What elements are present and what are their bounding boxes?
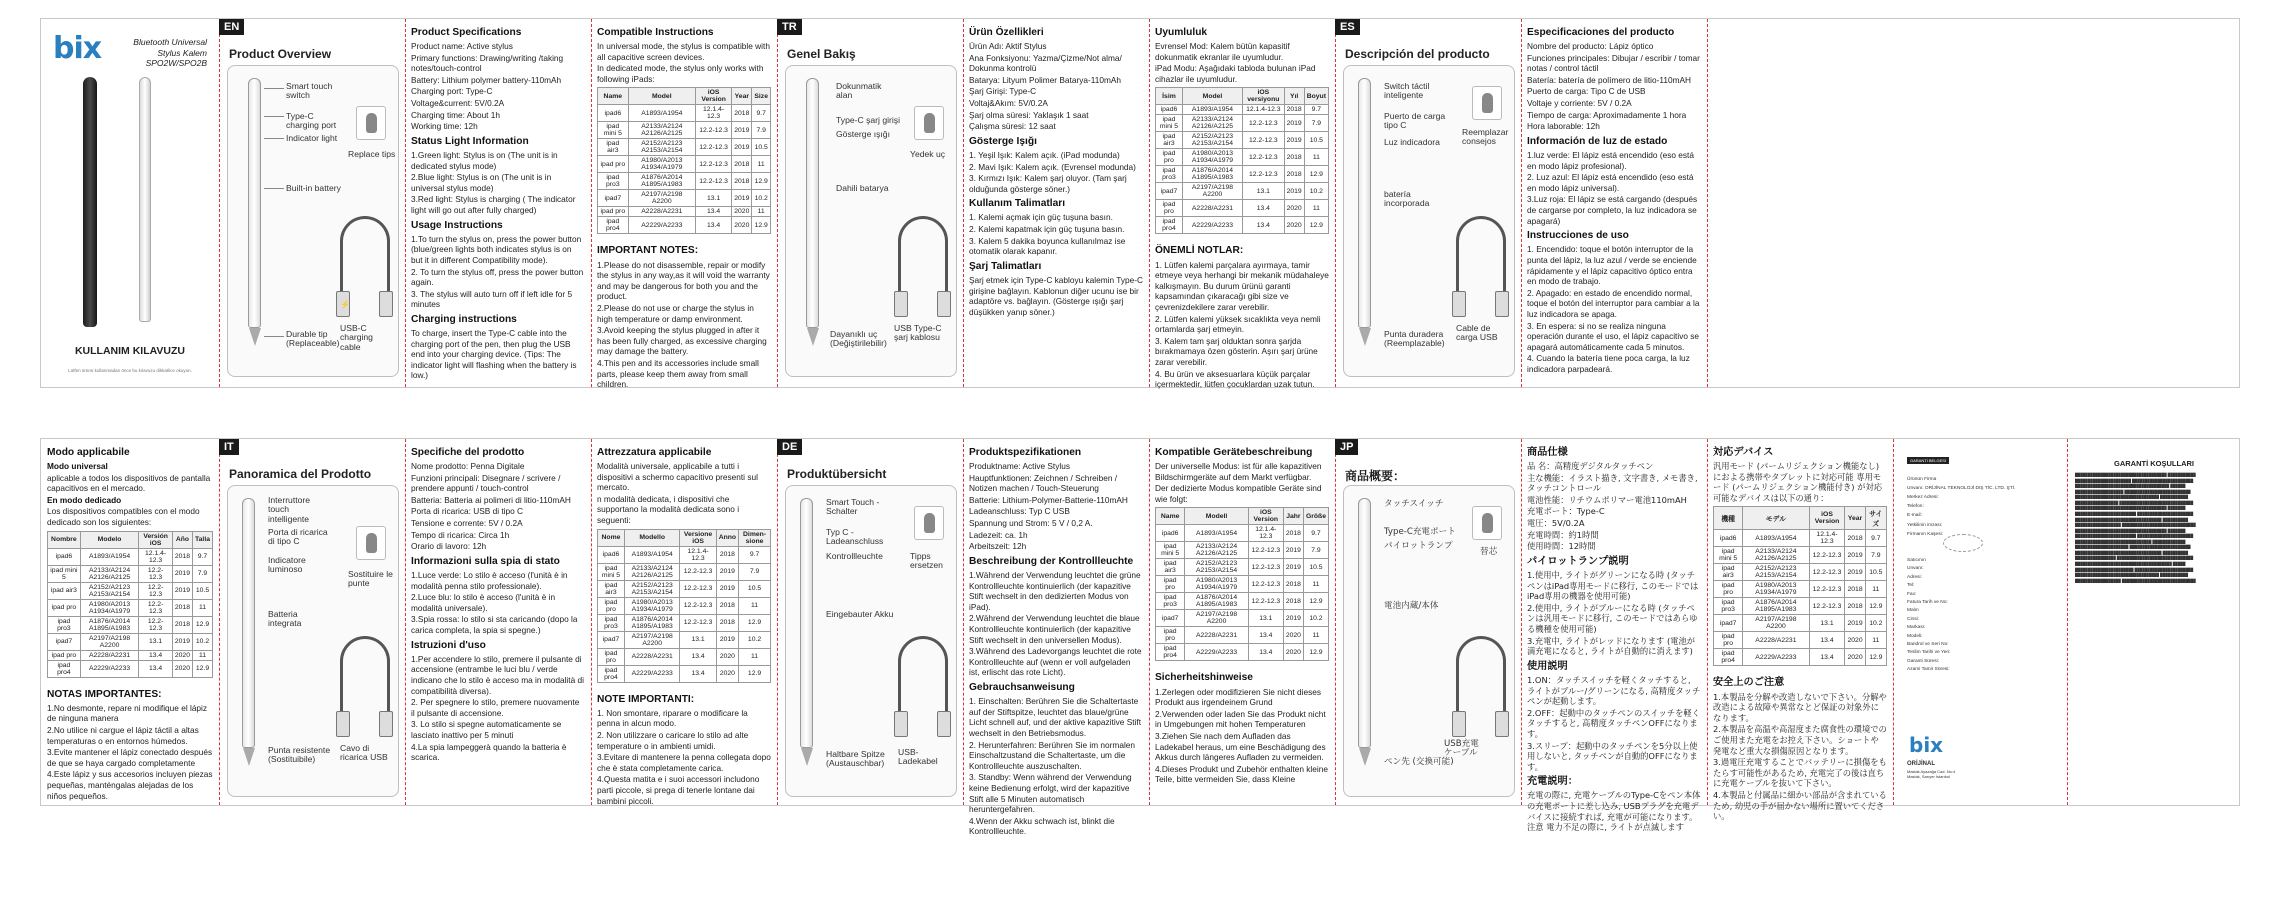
table-row: ipad pro3 A1876/A2014 A1895/A1983 12.2-12.3 2018 12.9 (48, 616, 213, 633)
table-row: ipad7 A2197/A2198 A2200 13.1 2019 10.2 (1156, 183, 1329, 200)
it-overview-panel: IT Panoramica del Prodotto Interruttore touch intelligente Porta di ricarica di tipo C Indicatore luminoso Batteria integrata Punta resistente (Sostituibile) Sostituire le punte Cavo di ricarica USB (219, 439, 405, 805)
stylus-drawing (248, 78, 261, 328)
table-row: ipad6 A1893/A1954 12.1.4-12.3 2018 9.7 (1156, 525, 1329, 542)
table-row: ipad pro3 A1876/A2014 A1895/A1983 12.2-12.3 2018 12.9 (598, 614, 771, 631)
manual-sheet-front (40, 18, 2240, 388)
lang-tag-jp: JP (1335, 439, 1358, 455)
product-model: SPO2W/SPO2B (145, 58, 207, 69)
en-compat-title: Compatible Instructions (597, 27, 714, 38)
en-specs-panel: Product Specifications Product name: Active stylus Primary functions: Drawing/writing /taking notes/touch-control Battery: Lithium polymer battery-110mAh Charging port: Type-C Voltage&current: 5V/0.2A Charging time: About 1h Working time: 12h Status Light Information 1.Green light: Stylus is on (The unit is in dedicated stylus mode) 2.Blue light: Stylus is on (The unit is in universal stylus mode) 3.Red light: Stylus is charging ( The indicator light will go out after fully charged) Usage Instructions 1.To turn the stylus on, press the power button (blue/green lights both indicates stylus is on but it in different Compatibility mode). 2. To turn the stylus off, press the power button again. 3. The stylus will auto turn off if left idle for 5 minutes Charging instructions To charge, insert the Type-C cable into the charging port of the pen, then plug the USB end into your charging device. (Tips: The indicator light will flashing when the battery is low.) (411, 27, 584, 381)
en-notes-title: IMPORTANT NOTES: (597, 245, 699, 257)
table-row: ipad pro A2228/A2231 13.4 2020 11 (598, 207, 771, 217)
jp-compat-panel: 対応デバイス 汎用モード (パームリジェクション機能なし) におよる携帯やタブレットに対応可能 専用モード (パームリジェクション機能付き) が対応可能なデバイスは以下の通り： 機種 モデル iOS Version Year サイズ ipad6 A1893/A1954 12.1.4-12.3 2018 9.7 ipad mini 5 A2133/A2124 A2126/A2125 12.2-12.3 2019 7.9 ipad air3 A2152/A2123 A2153/A2154 12.2-12.3 2019 10.5 ipad pro A1980/A2013 A1934/A1979 12.2-12.3 2018 11 ipad pro3 A1876/A2014 A1895/A1983 12.2-12.3 2018 12.9 ipad7 A2197/A2198 A2200 13.1 2019 10.2 ipad pro A2228/A2231 13.4 2020 11 ipad pro4 A2229/A2233 13.4 2020 12.9 安全上のご注意 1.本製品を分解や改造しないで下さい。分解や改造による故障や異常なとど保証の対象外になります。 2.本製品を高温や高湿度また腐食性の環境でのご使用また充電をお控え下さい。ショートや発電など重大な損傷原因となります。 3.過電圧充電することでバッテリーに損傷をもたらす可能性があるため, 充電完了の後は直ちに充電ケーブルを抜いて下さい。 4.本製品と付属品に細かい部品が含まれているため, 幼児の手が届かない場所に置いてください。 (1713, 447, 1887, 822)
table-row: ipad pro A1980/A2013 A1934/A1979 12.2-12.3 2018 11 (598, 597, 771, 614)
warranty-badge: GARANTİ BELGESİ (1907, 457, 1949, 464)
table-row: ipad7 A2197/A2198 A2200 13.1 2019 10.2 (598, 190, 771, 207)
table-row: ipad mini 5 A2133/A2124 A2126/A2125 12.2-12.3 2019 7.9 (598, 563, 771, 580)
it-specs-panel: Specifiche del prodotto Nome prodotto: Penna Digitale Funzioni principali: Disegnare / scrivere / prendere appunti / touch-control Batteria: Batteria ai polimeri di litio-110mAH Porta di ricarica: USB di tipo C Tensione e corrente: 5V / 0.2A Tempo di ricarica: Circa 1h Orario di lavoro: 12h Informazioni sulla spia di stato 1.Luce verde: Lo stilo è acceso (l'unità è in modalità penna stilo professionale). 2.Luce blu: lo stilo è acceso (l'unità è in modalità universale). 3.Spia rossa: lo stilo si sta caricando (dopo la carica completa, la spia si spegne.) Istruzioni d'uso 1.Per accendere lo stilo, premere il pulsante di accensione (entrambe le luci blu / verde indicano che lo stilo è acceso ma in modalità di compatibilità diversa). 2. Per spegnere lo stilo, premere nuovamente il pulsante di accensione. 3. Lo stilo si spegne automaticamente se lasciato inattivo per 5 minuti 4.La spia lampeggerà quando la batteria è scarica. (411, 447, 584, 763)
table-row: ipad air3 A2152/A2123 A2153/A2154 12.2-12.3 2019 10.5 (598, 580, 771, 597)
table-row: ipad air3 A2152/A2123 A2153/A2154 12.2-12.3 2019 10.5 (598, 139, 771, 156)
cover-panel (41, 19, 219, 387)
table-row: ipad6 A1893/A1954 12.1.4-12.3 2018 9.7 (598, 105, 771, 122)
en-compat-panel: Compatible Instructions In universal mode, the stylus is compatible with all capacitive screen devices. In dedicated mode, the stylus only works with following iPads: Name Model iOS Version Year Size ipad6 A1893/A1954 12.1.4-12.3 2018 9.7 ipad mini 5 A2133/A2124 A2126/A2125 12.2-12.3 2019 7.9 ipad air3 A2152/A2123 A2153/A2154 12.2-12.3 2019 10.5 ipad pro A1980/A2013 A1934/A1979 12.2-12.3 2018 11 ipad pro3 A1876/A2014 A1895/A1983 12.2-12.3 2018 12.9 ipad7 A2197/A2198 A2200 13.1 2019 10.2 ipad pro A2228/A2231 13.4 2020 11 ipad pro4 A2229/A2233 13.4 2020 12.9 IMPORTANT NOTES: 1.Please do not disassemble, repair or modify the stylus in any way,as it will void the warranty and may be dangerous for both you and the product. 2.Please do not use or charge the stylus in high temperature or damp environment. 3.Avoid keeping the stylus plugged in after it has been fully charged, as excessive charging may damage the battery. 4.This pen and its accessories include small parts, please keep them away from small children. (597, 27, 770, 390)
table-row: ipad pro A1980/A2013 A1934/A1979 12.2-12.3 2018 11 (48, 599, 213, 616)
bix-logo-small: bix (1909, 733, 1944, 757)
origin-company: ORİJİNAL Maslak Ayazağa Cad. No:4 Maslak, Sarıyer İstanbul (1907, 760, 1956, 779)
table-row: ipad6 A1893/A1954 12.1.4-12.3 2018 9.7 (1156, 105, 1329, 115)
lang-tag-en: EN (219, 19, 244, 35)
table-row: ipad mini 5 A2133/A2124 A2126/A2125 12.2-12.3 2019 7.9 (1714, 547, 1887, 564)
table-row: ipad air3 A2152/A2123 A2153/A2154 12.2-12.3 2019 10.5 (1156, 559, 1329, 576)
table-row: ipad6 A1893/A1954 12.1.4-12.3 2018 9.7 (1714, 530, 1887, 547)
de-compat-table: Name Modell iOS Version Jahr Größe ipad6 A1893/A1954 12.1.4-12.3 2018 9.7 ipad mini 5 A2133/A2124 A2126/A2125 12.2-12.3 2019 7.9 ipad air3 A2152/A2123 A2153/A2154 12.2-12.3 2019 10.5 ipad pro A1980/A2013 A1934/A1979 12.2-12.3 2018 11 ipad pro3 A1876/A2014 A1895/A1983 12.2-12.3 2018 12.9 ipad7 A2197/A2198 A2200 13.1 2019 10.2 ipad pro A2228/A2231 13.4 2020 11 ipad pro4 A2229/A2233 13.4 2020 12.9 (1155, 507, 1329, 661)
en-charging-title: Charging instructions (411, 313, 517, 325)
it-compat-table: Nome Modello Versione iOS Anno Dimen-sione ipad6 A1893/A1954 12.1.4-12.3 2018 9.7 ipad mini 5 A2133/A2124 A2126/A2125 12.2-12.3 2019 7.9 ipad air3 A2152/A2123 A2153/A2154 12.2-12.3 2019 10.5 ipad pro A1980/A2013 A1934/A1979 12.2-12.3 2018 11 ipad pro3 A1876/A2014 A1895/A1983 12.2-12.3 2018 12.9 ipad7 A2197/A2198 A2200 13.1 2019 10.2 ipad pro A2228/A2231 13.4 2020 11 ipad pro4 A2229/A2233 13.4 2020 12.9 (597, 529, 771, 683)
table-row: ipad pro A2228/A2231 13.4 2020 11 (598, 648, 771, 665)
product-line-1: Bluetooth Universal (133, 37, 207, 47)
en-overview-panel (219, 19, 405, 387)
table-row: ipad pro A2228/A2231 13.4 2020 11 (1714, 632, 1887, 649)
product-subtitle (133, 37, 207, 69)
tr-overview-title: Genel Bakış (787, 47, 856, 61)
white-stylus-image (139, 77, 151, 322)
table-row: ipad pro A1980/A2013 A1934/A1979 12.2-12.3 2018 11 (1156, 576, 1329, 593)
table-row: ipad pro4 A2229/A2233 13.4 2020 12.9 (48, 660, 213, 677)
table-row: ipad6 A1893/A1954 12.1.4-12.3 2018 9.7 (48, 548, 213, 565)
label-usb-cable: USB-C charging cable (340, 323, 373, 352)
product-line-2: Stylus Kalem (157, 47, 207, 58)
tr-overview-panel: TR Genel Bakış Dokunmatik alan Type-C şarj girişi Gösterge ışığı Dahili batarya Dayanıklı uç (Değiştirilebilir) Yedek uç USB Type-C şarj kablosu (777, 19, 963, 387)
usb-cable-image (340, 216, 390, 296)
label-tip: Durable tip (Replaceable) (286, 329, 340, 349)
table-row: ipad mini 5 A2133/A2124 A2126/A2125 12.2-12.3 2019 7.9 (48, 565, 213, 582)
label-replace-tips: Replace tips (348, 149, 396, 159)
table-row: ipad air3 A2152/A2123 A2153/A2154 12.2-12.3 2019 10.5 (48, 582, 213, 599)
table-row: ipad mini 5 A2133/A2124 A2126/A2125 12.2-12.3 2019 7.9 (598, 122, 771, 139)
en-spec-title: Product Specifications (411, 27, 522, 38)
en-compat-table: Name Model iOS Version Year Size ipad6 A1893/A1954 12.1.4-12.3 2018 9.7 ipad mini 5 A2133/A2124 A2126/A2125 12.2-12.3 2019 7.9 ipad air3 A2152/A2123 A2153/A2154 12.2-12.3 2019 10.5 ipad pro A1980/A2013 A1934/A1979 12.2-12.3 2018 11 ipad pro3 A1876/A2014 A1895/A1983 12.2-12.3 2018 12.9 ipad7 A2197/A2198 A2200 13.1 2019 10.2 ipad pro A2228/A2231 13.4 2020 11 ipad pro4 A2229/A2233 13.4 2020 12.9 (597, 87, 771, 234)
tr-specs-panel: Ürün Özellikleri Ürün Adı: Aktif Stylus Ana Fonksiyonu: Yazma/Çizme/Not alma/ Dokunma kontrolü Batarya: Lityum Polimer Batarya-110mAh Şarj Girişi: Type-C Voltaj&Akım: 5V/0.2A Şarj olma süresi: Yaklaşık 1 saat Çalışma süresi: 12 saat Gösterge Işığı 1. Yeşil Işık: Kalem açık. (iPad modunda) 2. Mavi Işık: Kalem açık. (Evrensel modunda) 3. Kırmızı Işık: Kalem şarj oluyor. (Tam şarj olduğunda gösterge söner.) Kullanım Talimatları 1. Kalemi açmak için güç tuşuna basın. 2. Kalemi kapatmak için güç tuşuna basın. 3. Kalem 5 dakika boyunca kullanılmaz ise otomatik olarak kapanır. Şarj Talimatları Şarj etmek için Type-C kabloyu kalemin Type-C girişine bağlayın. Kablonun diğer ucunu ise bir adaptöre vs. bağlayın. (Gösterge ışığı şarj düşükken yanıp söner.) (969, 27, 1143, 317)
jp-compat-table: 機種 モデル iOS Version Year サイズ ipad6 A1893/A1954 12.1.4-12.3 2018 9.7 ipad mini 5 A2133/A2124 A2126/A2125 12.2-12.3 2019 7.9 ipad air3 A2152/A2123 A2153/A2154 12.2-12.3 2019 10.5 ipad pro A1980/A2013 A1934/A1979 12.2-12.3 2018 11 ipad pro3 A1876/A2014 A1895/A1983 12.2-12.3 2018 12.9 ipad7 A2197/A2198 A2200 13.1 2019 10.2 ipad pro A2228/A2231 13.4 2020 11 ipad pro4 A2229/A2233 13.4 2020 12.9 (1713, 506, 1887, 666)
es-compat-table: Nombre Modelo Versión iOS Año Talla ipad6 A1893/A1954 12.1.4-12.3 2018 9.7 ipad mini 5 A2133/A2124 A2126/A2125 12.2-12.3 2019 7.9 ipad air3 A2152/A2123 A2153/A2154 12.2-12.3 2019 10.5 ipad pro A1980/A2013 A1934/A1979 12.2-12.3 2018 11 ipad pro3 A1876/A2014 A1895/A1983 12.2-12.3 2018 12.9 ipad7 A2197/A2198 A2200 13.1 2019 10.2 ipad pro A2228/A2231 13.4 2020 11 ipad pro4 A2229/A2233 13.4 2020 12.9 (47, 531, 213, 678)
company-stamp (1943, 534, 1983, 552)
de-compat-panel: Kompatible Gerätebeschreibung Der universelle Modus: ist für alle kapazitiven Bildschirmgeräte auf dem Markt verfügbar. Der dedizierte Modus kompatible Geräte sind wie folgt: Name Modell iOS Version Jahr Größe ipad6 A1893/A1954 12.1.4-12.3 2018 9.7 ipad mini 5 A2133/A2124 A2126/A2125 12.2-12.3 2019 7.9 ipad air3 A2152/A2123 A2153/A2154 12.2-12.3 2019 10.5 ipad pro A1980/A2013 A1934/A1979 12.2-12.3 2018 11 ipad pro3 A1876/A2014 A1895/A1983 12.2-12.3 2018 12.9 ipad7 A2197/A2198 A2200 13.1 2019 10.2 ipad pro A2228/A2231 13.4 2020 11 ipad pro4 A2229/A2233 13.4 2020 12.9 Sicherheitshinweise 1.Zerlegen oder modifizieren Sie nicht dieses Produkt aus irgendeinem Grund 2.Verwenden oder laden Sie das Produkt nicht in Umgebungen mit hohen Temperaturen 3.Ziehen Sie nach dem Aufladen das Ladekabel heraus, um eine Beschädigung des Akkus durch längeres Aufladen zu vermeiden. 4.Dieses Produkt und Zubehör enthalten kleine Teile, bitte vermeiden Sie, dass Kleine (1155, 447, 1328, 785)
bix-logo: bix (53, 31, 102, 66)
black-stylus-image (83, 77, 97, 327)
table-row: ipad air3 A2152/A2123 A2153/A2154 12.2-12.3 2019 10.5 (1714, 564, 1887, 581)
jp-specs-panel: 商品仕様 品 名：高精度デジタルタッチペン 主な機能：イラスト描き, 文字書き, メモ書き, タッチコントロール 電池性能：リチウムポリマー電池110mAH 充電ポート：Type-C 電圧：5V/0.2A 充電時間：約1時間 使用時間：12時間 パイロットランプ説明 1.使用中, ライトがグリーンになる時 (タッチペンはiPad専用モードに移行, このモードではiPad専用の機器を使用可能) 2.使用中, ライトがブルーになる時 (タッチペンは汎用モードに移行, このモードではあらゆる機種を使用可能) 3.充電中, ライトがレッドになります (電池が満充電になると, ライトが自動的に消えます) 使用説明 1.ON：タッチスイッチを軽くタッチすると, ライトがブルー/グリーンになる, 高精度タッチペンが起動します。 2.OFF：起動中のタッチペンのスイッチを軽くタッチすると, 高精度タッチペンOFFになります。 3.スリープ：起動中のタッチペンを5分以上使用しないと, タッチペンが自動的OFFになります。 充電説明： 充電の際に, 充電ケーブルのType-Cをペン本体の充電ポートに差し込み, USBプラグを充電デバイスに接続すれば, 充電が可能になります。注意 電力不足の際に, ライトが点滅します (1527, 447, 1701, 833)
usb-icon: ⚡ (340, 300, 350, 309)
table-row: ipad pro A1980/A2013 A1934/A1979 12.2-12.3 2018 11 (1714, 581, 1887, 598)
blank-area-front (1707, 19, 2241, 387)
label-indicator: Indicator light (286, 133, 338, 143)
tr-compat-panel: Uyumluluk Evrensel Mod: Kalem bütün kapasitif dokunmatik ekranlar ile uyumludur. iPad Modu: Aşağıdaki tabloda bulunan iPad cihazlar ile uyumludur. İsim Model iOS versiyonu Yıl Boyut ipad6 A1893/A1954 12.1.4-12.3 2018 9.7 ipad mini 5 A2133/A2124 A2126/A2125 12.2-12.3 2019 7.9 ipad air3 A2152/A2123 A2153/A2154 12.2-12.3 2019 10.5 ipad pro A1980/A2013 A1934/A1979 12.2-12.3 2018 11 ipad pro3 A1876/A2014 A1895/A1983 12.2-12.3 2018 12.9 ipad7 A2197/A2198 A2200 13.1 2019 10.2 ipad pro A2228/A2231 13.4 2020 11 ipad pro4 A2229/A2233 13.4 2020 12.9 ÖNEMLİ NOTLAR: 1. Lütfen kalemi parçalara ayırmaya, tamir etmeye veya herhangi bir mekanik müdahaleye kalkışmayın. Bu durum ürünü garanti kapsamından çıkaracağı gibi size ve çevrenizdekilere zarar verebilir. 2. Lütfen kalemi yüksek sıcaklıkta veya nemli ortamlarda şarj etmeyin. 3. Kalem tam şarj olduktan sonra şarjda bırakmamaya özen gösterin. Aşırı şarj ürüne zarar verebilir. 4. Bu ürün ve aksesuarlara küçük parçalar içermektedir, lütfen çocuklardan uzak tutun. (1155, 27, 1329, 390)
table-row: ipad pro4 A2229/A2233 13.4 2020 12.9 (1156, 644, 1329, 661)
table-row: ipad pro3 A1876/A2014 A1895/A1983 12.2-12.3 2018 12.9 (1156, 166, 1329, 183)
table-row: ipad7 A2197/A2198 A2200 13.1 2019 10.2 (1156, 610, 1329, 627)
table-row: ipad pro4 A2229/A2233 13.4 2020 12.9 (598, 217, 771, 234)
table-row: ipad pro4 A2229/A2233 13.4 2020 12.9 (598, 665, 771, 682)
stylus-tip-drawing (249, 328, 261, 346)
table-row: ipad mini 5 A2133/A2124 A2126/A2125 12.2-12.3 2019 7.9 (1156, 115, 1329, 132)
es-overview-panel: ES Descripción del producto Switch táctil inteligente Puerto de carga tipo C Luz indicadora batería incorporada Punta duradera (Reemplazable) Reemplazar consejos Cable de carga USB (1335, 19, 1521, 387)
table-row: ipad pro4 A2229/A2233 13.4 2020 12.9 (1714, 649, 1887, 666)
en-usage-title: Usage Instructions (411, 219, 503, 231)
table-row: ipad pro3 A1876/A2014 A1895/A1983 12.2-12.3 2018 12.9 (1156, 593, 1329, 610)
es-specs-panel: Especificaciones del producto Nombre del producto: Lápiz óptico Funciones principales: Dibujar / escribir / tomar notas / control táctil Batería: batería de polímero de litio-110mAH Puerto de carga: Tipo C de USB Voltaje y corriente: 5V / 0.2A Tiempo de carga: Aproximadamente 1 hora Hora laborable: 12h Información de luz de estado 1.luz verde: El lápiz está encendido (eso está en modo lápiz profesional). 2. Luz azul: El lápiz está encendido (eso está en modo lápiz universal). 3.Luz roja: El lápiz se está cargando (después de cargarse por completo, la luz indicadora se apagará) Instrucciones de uso 1. Encendido: toque el botón interruptor de la punta del lápiz, la luz azul / verde se enciende rápidamente y el lápiz capacitivo óptico entra en modo de trabajo. 2. Apagado: en estado de encendido normal, toque el botón del interruptor para cambiar a la luz indicadora se apaga. 3. En espera: si no se realiza ninguna operación durante el uso, el lápiz capacitivo se apagará automáticamente cada 5 minutos. 4. Cuando la batería tiene poca carga, la luz indicadora parpadeará. (1527, 27, 1700, 374)
manual-sheet-back (40, 438, 2240, 837)
lang-tag-es: ES (1335, 19, 1360, 35)
it-compat-panel: Attrezzatura applicabile Modalità universale, applicabile a tutti i dispositivi a schermo capacitivo presenti sul mercato. n modalità dedicata, i dispositivi che supportano la modalità dedicata sono i seguenti: Nome Modello Versione iOS Anno Dimen-sione ipad6 A1893/A1954 12.1.4-12.3 2018 9.7 ipad mini 5 A2133/A2124 A2126/A2125 12.2-12.3 2019 7.9 ipad air3 A2152/A2123 A2153/A2154 12.2-12.3 2019 10.5 ipad pro A1980/A2013 A1934/A1979 12.2-12.3 2018 11 ipad pro3 A1876/A2014 A1895/A1983 12.2-12.3 2018 12.9 ipad7 A2197/A2198 A2200 13.1 2019 10.2 ipad pro A2228/A2231 13.4 2020 11 ipad pro4 A2229/A2233 13.4 2020 12.9 NOTE IMPORTANTI: 1. Non smontare, riparare o modificare la penna in alcun modo. 2. Non utilizzare o caricare lo stilo ad alte temperature o in ambienti umidi. 3.Evitare di mantenere la penna collegata dopo che è stata completamente carica. 4.Questa matita e i suoi accessori includono parti piccole, si prega di tenerle lontane dai bambini piccoli. (597, 447, 771, 806)
table-row: ipad pro A2228/A2231 13.4 2020 11 (1156, 200, 1329, 217)
lang-tag-tr: TR (777, 19, 802, 35)
table-row: ipad7 A2197/A2198 A2200 13.1 2019 10.2 (48, 633, 213, 650)
warranty-fields: Satıcının Unvanı: Adresi: Tel: Fax: Fatura Tarih ve No: Malın Cinsi: Markası: Modeli: Bandrol ve Seri No: Teslim Tarihi ve Yeri: Garanti Süresi: Azami Tamir Süresi: (1907, 558, 1951, 673)
replacement-tips-image (356, 106, 386, 140)
table-row: ipad mini 5 A2133/A2124 A2126/A2125 12.2-12.3 2019 7.9 (1156, 542, 1329, 559)
table-row: ipad pro4 A2229/A2233 13.4 2020 12.9 (1156, 217, 1329, 234)
lang-tag-it: IT (219, 439, 239, 455)
label-smart-switch: Smart touch switch (286, 81, 333, 101)
warranty-terms-panel (2067, 439, 2241, 805)
warranty-terms-text: ████████████████████████████████████ ███████████ ██████████████████████ ████████████████████████ █████████████████████████████████████ ██████ ███████████████████ ██████████████████████████ █████████████████████████████████ ███████████ █████████████████ █████████████████████████████ ████████████████████████████████████ ███████ ████████████████████████ ██████████████████████ ██████████████████████████████████ ██████████ ██████████████████ █████████████████████████████ ████████████████████████████████████ ███████ ████████████████████████ ██████████████████████ ██████████████████████████████ █████████████ █████████████████████ ████████████████████████ ██████████████████████████████████ ██████████ ████████████████ ██████████████████████████████ ██████████████████████████████████████ █████ ███████████████████████ ███████████████████████ █████████████████████████████████ ███████████ ██████████████████ █████████████████████████████ (2075, 473, 2196, 583)
table-row: ipad pro A2228/A2231 13.4 2020 11 (48, 650, 213, 660)
table-row: ipad7 A2197/A2198 A2200 13.1 2019 10.2 (1714, 615, 1887, 632)
es-compat-panel: Modo applicabile Modo universal aplicable a todos los dispositivos de pantalla capacitivos en el mercado. En modo dedicado Los dispositivos compatibles con el modo dedicado son los siguientes: Nombre Modelo Versión iOS Año Talla ipad6 A1893/A1954 12.1.4-12.3 2018 9.7 ipad mini 5 A2133/A2124 A2126/A2125 12.2-12.3 2019 7.9 ipad air3 A2152/A2123 A2153/A2154 12.2-12.3 2019 10.5 ipad pro A1980/A2013 A1934/A1979 12.2-12.3 2018 11 ipad pro3 A1876/A2014 A1895/A1983 12.2-12.3 2018 12.9 ipad7 A2197/A2198 A2200 13.1 2019 10.2 ipad pro A2228/A2231 13.4 2020 11 ipad pro4 A2229/A2233 13.4 2020 12.9 NOTAS IMPORTANTES: 1.No desmonte, repare ni modifique el lápiz de ninguna manera 2.No utilice ni cargue el lápiz táctil a altas temperaturas o en entornos húmedos. 3.Evite mantener el lápiz conectado después de que se haya cargado completamente 4.Este lápiz y sus accesorios incluyen piezas pequeñas, manténgalas alejadas de los niños pequeños. (47, 447, 213, 801)
cover-fine-print: Lütfen ürünü kullanmadan önce bu kılavuzu dikkatlice okuyun. (68, 368, 192, 373)
label-battery: Built-in battery (286, 183, 341, 193)
lang-tag-de: DE (777, 439, 802, 455)
jp-overview-panel: JP 商品概要： タッチスイッチ Type-C充電ポート パイロットランプ 電池内蔵/本体 ペン先 (交換可能) 替芯 USB充電ケーブル (1335, 439, 1521, 805)
en-diagram-frame (227, 65, 399, 377)
warranty-company-info: Ürünün Firma Unvanı: ORİJİNAL TEKNOLOJİ DIŞ TİC. LTD. ŞTİ. Merkez Adresi: Telefon: E-mail: Yetkilinin imzası: Firmanın Kaşesi: (1907, 477, 2016, 537)
tr-compat-table: İsim Model iOS versiyonu Yıl Boyut ipad6 A1893/A1954 12.1.4-12.3 2018 9.7 ipad mini 5 A2133/A2124 A2126/A2125 12.2-12.3 2019 7.9 ipad air3 A2152/A2123 A2153/A2154 12.2-12.3 2019 10.5 ipad pro A1980/A2013 A1934/A1979 12.2-12.3 2018 11 ipad pro3 A1876/A2014 A1895/A1983 12.2-12.3 2018 12.9 ipad7 A2197/A2198 A2200 13.1 2019 10.2 ipad pro A2228/A2231 13.4 2020 11 ipad pro4 A2229/A2233 13.4 2020 12.9 (1155, 87, 1329, 234)
table-row: ipad pro A2228/A2231 13.4 2020 11 (1156, 627, 1329, 644)
table-row: ipad pro3 A1876/A2014 A1895/A1983 12.2-12.3 2018 12.9 (598, 173, 771, 190)
de-overview-panel: DE Produktübersicht Smart Touch -Schalter Typ C -Ladeanschluss Kontrollleuchte Eingebauter Akku Haltbare Spitze (Austauschbar) Tipps ersetzen USB-Ladekabel (777, 439, 963, 805)
table-row: ipad pro3 A1876/A2014 A1895/A1983 12.2-12.3 2018 12.9 (1714, 598, 1887, 615)
table-row: ipad pro A1980/A2013 A1934/A1979 12.2-12.3 2018 11 (1156, 149, 1329, 166)
warranty-form-panel (1893, 439, 2067, 805)
table-row: ipad7 A2197/A2198 A2200 13.1 2019 10.2 (598, 631, 771, 648)
manual-title: KULLANIM KILAVUZU (74, 345, 186, 357)
table-row: ipad pro A1980/A2013 A1934/A1979 12.2-12.3 2018 11 (598, 156, 771, 173)
en-status-title: Status Light Information (411, 135, 529, 147)
table-row: ipad air3 A2152/A2123 A2153/A2154 12.2-12.3 2019 10.5 (1156, 132, 1329, 149)
label-typec-port: Type-C charging port (286, 111, 337, 131)
warranty-title: GARANTİ KOŞULLARI (2114, 459, 2194, 468)
de-specs-panel: Produktspezifikationen Produktname: Active Stylus Hauptfunktionen: Zeichnen / Schreiben / Notizen machen / Touch-Steuerung Batterie: Lithium-Polymer-Batterie-110mAH Ladeanschluss: Typ C USB Spannung und Strom: 5 V / 0,2 A. Ladezeit: ca. 1h Arbeitszeit: 12h Beschreibung der Kontrollleuchte 1.Während der Verwendung leuchtet die grüne Kontrollleuchte kontinuierlich (der kapazitive Stift wechselt in den dedizierten Modus von iPad). 2.Während der Verwendung leuchtet die blaue Kontrollleuchte kontinuierlich (der kapazitive Stift wechselt in den universellen Modus). 3.Während des Ladevorgangs leuchtet die rote Kontrollleuchte auf (wenn er voll aufgeladen ist, erlischt das rote Licht). Gebrauchsanweisung 1. Einschalten: Berühren Sie die Schaltertaste auf der Stiftspitze, leuchtet das blaue/grüne Licht schnell auf, und der aktive kapazitive Stift wechselt in den Betriebsmodus. 2. Herunterfahren: Berühren Sie im normalen Einschaltzustand die Schaltertaste, um die Kontrollleuchte auszuschalten. 3. Standby: Wenn während der Verwendung keine Bedienung erfolgt, wird der kapazitive Stift alle 5 Minuten automatisch heruntergefahren. 4.Wenn der Akku schwach ist, blinkt die Kontrollleuchte. (969, 447, 1142, 837)
table-row: ipad6 A1893/A1954 12.1.4-12.3 2018 9.7 (598, 546, 771, 563)
en-overview-title: Product Overview (229, 47, 332, 61)
